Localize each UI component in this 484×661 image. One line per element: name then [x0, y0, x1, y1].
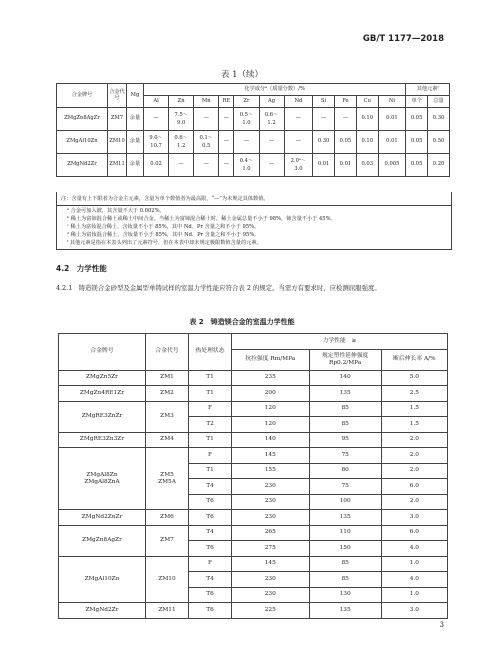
- cell: ZMgZn5Zr: [59, 370, 146, 386]
- cell: ZMgNd2Zr: [57, 154, 108, 177]
- cell: 2.5: [381, 386, 447, 402]
- table-row: [59, 401, 448, 417]
- cell: —: [219, 154, 234, 177]
- cell: 6.0: [381, 479, 447, 495]
- cell: T4: [189, 479, 232, 495]
- table-row: [57, 154, 450, 177]
- cell: 0.02: [144, 154, 169, 177]
- t2-header-grade: 合金牌号: [59, 334, 146, 371]
- cell: F: [189, 401, 232, 417]
- cell: T6: [189, 587, 232, 603]
- cell: 110: [309, 525, 381, 541]
- cell: ZMgAl8Zn ZMgAl8ZnA: [59, 448, 146, 510]
- cell: 1.0: [381, 556, 447, 572]
- cell: —: [169, 154, 194, 177]
- cell: 0.50: [428, 131, 450, 154]
- cell: 155: [232, 463, 310, 479]
- cell: —: [144, 108, 169, 131]
- cell: T4: [189, 525, 232, 541]
- cell: 余量: [127, 131, 144, 154]
- table-row: [57, 108, 450, 131]
- cell: 230: [232, 479, 310, 495]
- cell: 1.0: [381, 587, 447, 603]
- footnote: ᵇ 稀土为富铈混合稀土或稀土中间合金。当稀土为富铈混合稀土时，稀土金属总量不小于 98%，铈含量不小于 45%。: [67, 216, 336, 223]
- cell: ZMgAl10Zn: [59, 556, 146, 603]
- t1-header-composition: 化学成分ᵃ（质量分数）/%: [144, 84, 406, 96]
- table2-title: 表 2 铸造镁合金的室温力学性能: [189, 318, 295, 326]
- cell: 0.6～ 1.2: [259, 108, 284, 131]
- t1-header-el: RE: [219, 96, 234, 108]
- cell: 0.10: [356, 131, 378, 154]
- composition-table: [56, 83, 450, 177]
- t1-header-el: Fe: [335, 96, 357, 108]
- cell: 145: [232, 448, 310, 464]
- cell: 6.0: [381, 525, 447, 541]
- cell: ZMgZn8AgZr: [59, 525, 146, 556]
- footnote: ᶠ 其他元素是指在本表头列出了元素符号，但在本表中却未规定极限数值含量的元素。: [67, 240, 262, 247]
- cell: —: [284, 131, 313, 154]
- cell: 3.0: [381, 603, 447, 619]
- cell: 135: [309, 510, 381, 526]
- cell: 余量: [127, 108, 144, 131]
- cell: 135: [309, 603, 381, 619]
- cell: 75: [309, 479, 381, 495]
- cell: —: [194, 154, 219, 177]
- cell: ZM7: [108, 108, 127, 131]
- t2-header-code: 合金代号: [146, 334, 189, 371]
- page-number: 3: [439, 621, 444, 629]
- cell: —: [194, 108, 219, 131]
- cell: ZMgAl10Zn: [57, 131, 108, 154]
- mechanical-properties-table: [58, 333, 448, 619]
- cell: T1: [189, 463, 232, 479]
- cell: 120: [232, 417, 310, 433]
- t2-header-a: 断后伸长率 A/%: [381, 349, 447, 370]
- section-heading: 4.2 力学性能: [56, 264, 107, 273]
- cell: ZMgNd2ZnZr: [59, 510, 146, 526]
- t2-header-props: 力学性能 ≥: [232, 334, 448, 350]
- cell: 0.01: [313, 154, 335, 177]
- cell: 2.0: [381, 463, 447, 479]
- cell: 275: [232, 541, 310, 557]
- cell: 100: [309, 494, 381, 510]
- cell: —: [219, 108, 234, 131]
- cell: 0.01: [335, 154, 357, 177]
- cell: 2.0: [381, 432, 447, 448]
- cell: 150: [309, 541, 381, 557]
- section-paragraph: 4.2.1 铸造镁合金砂型及金属型单铸试样的室温力学性能应符合表 2 的规定。当需方有要求时，应检测屈服强度。: [56, 284, 381, 292]
- cell: 0.10: [356, 108, 378, 131]
- table-note: 注：含量有上下限者为合金主元素，含量为单个数值者为最高限，“—”为未规定具体数值。: [57, 195, 451, 206]
- t1-header-other: 其他元素ᶠ: [406, 84, 450, 96]
- t1-header-el: Cu: [356, 96, 378, 108]
- cell: 0.05: [406, 131, 428, 154]
- cell: 4.0: [381, 541, 447, 557]
- cell: 230: [232, 510, 310, 526]
- table-row: [59, 603, 448, 619]
- cell: ZMgNd2Zr: [59, 603, 146, 619]
- cell: 2.0ᵉ～ 3.0: [284, 154, 313, 177]
- cell: 0.30: [428, 108, 450, 131]
- cell: —: [259, 154, 284, 177]
- cell: 0.05: [406, 154, 428, 177]
- cell: 0.05: [406, 108, 428, 131]
- t1-header-el: Zr: [234, 96, 259, 108]
- cell: 2.0: [381, 448, 447, 464]
- footnote: ᵈ 稀土为富钕混合稀土，含钕量不小于 85%，其中 Nd、Pr 含量之和不小于 95%。: [67, 232, 260, 239]
- cell: 1.5: [381, 417, 447, 433]
- cell: 1.5: [381, 401, 447, 417]
- table1-title: 表 1（续）: [220, 70, 264, 80]
- cell: ZM10: [108, 131, 127, 154]
- cell: —: [313, 108, 335, 131]
- cell: F: [189, 448, 232, 464]
- table1-notes: [56, 192, 452, 250]
- cell: 3.0: [381, 510, 447, 526]
- cell: 2.0: [381, 494, 447, 510]
- cell: ZM1: [146, 370, 189, 386]
- cell: 85: [309, 572, 381, 588]
- t1-header-code: 合金代号: [108, 84, 127, 108]
- cell: —: [284, 108, 313, 131]
- cell: ZM10: [146, 556, 189, 603]
- footnote: ᵃ 合金可加入铍，其含量不大于 0.002%。: [67, 208, 165, 215]
- t2-header-heat: 热处理状态: [189, 334, 232, 371]
- cell: ZMgZn8AgZr: [57, 108, 108, 131]
- cell: 0.5～ 1.0: [234, 108, 259, 131]
- cell: 230: [232, 587, 310, 603]
- cell: ZMgRE3ZnZr: [59, 401, 146, 432]
- cell: 200: [232, 386, 310, 402]
- cell: 0.6～ 1.2: [169, 131, 194, 154]
- table-row: [57, 131, 450, 154]
- t1-header-el: Nd: [284, 96, 313, 108]
- cell: 235: [232, 370, 310, 386]
- cell: 85: [309, 556, 381, 572]
- cell: T2: [189, 417, 232, 433]
- cell: 0.20: [428, 154, 450, 177]
- cell: 230: [232, 572, 310, 588]
- cell: 0.01: [378, 108, 406, 131]
- cell: ZMgRE3Zn3Zr: [59, 432, 146, 448]
- cell: 265: [232, 525, 310, 541]
- cell: T6: [189, 603, 232, 619]
- cell: T6: [189, 494, 232, 510]
- cell: ZM3: [146, 401, 189, 432]
- cell: 225: [232, 603, 310, 619]
- cell: 145: [232, 556, 310, 572]
- cell: T4: [189, 572, 232, 588]
- cell: T1: [189, 432, 232, 448]
- cell: ZM6: [146, 510, 189, 526]
- cell: 85: [309, 417, 381, 433]
- cell: 0.03: [356, 154, 378, 177]
- cell: T1: [189, 386, 232, 402]
- t1-header-total: 总量: [428, 96, 450, 108]
- t1-header-single: 单个: [406, 96, 428, 108]
- table-row: [59, 556, 448, 572]
- t1-header-el: Al: [144, 96, 169, 108]
- cell: 140: [232, 432, 310, 448]
- table-row: [59, 525, 448, 541]
- cell: 4.0: [381, 572, 447, 588]
- t1-header-el: Si: [313, 96, 335, 108]
- cell: T6: [189, 510, 232, 526]
- cell: —: [259, 131, 284, 154]
- table-row: [59, 432, 448, 448]
- cell: 0.01: [378, 131, 406, 154]
- cell: ZM11: [146, 603, 189, 619]
- t1-header-el: Mn: [194, 96, 219, 108]
- cell: ZM2: [146, 386, 189, 402]
- cell: 120: [232, 401, 310, 417]
- table-row: [59, 370, 448, 386]
- cell: 75: [309, 448, 381, 464]
- cell: —: [335, 108, 357, 131]
- cell: ZM11: [108, 154, 127, 177]
- cell: T1: [189, 370, 232, 386]
- cell: 95: [309, 432, 381, 448]
- cell: ZM4: [146, 432, 189, 448]
- cell: 0.05: [335, 131, 357, 154]
- cell: 余量: [127, 154, 144, 177]
- cell: 0.005: [378, 154, 406, 177]
- cell: F: [189, 556, 232, 572]
- t1-header-mg: Mg: [127, 84, 144, 108]
- cell: 135: [309, 386, 381, 402]
- cell: ZM5 ZM5A: [146, 448, 189, 510]
- cell: 5.0: [381, 370, 447, 386]
- cell: 0.4～ 1.0: [234, 154, 259, 177]
- t2-header-rm: 抗拉强度 Rm/MPa: [232, 349, 310, 370]
- table-row: [59, 510, 448, 526]
- cell: 0.1～ 0.5: [194, 131, 219, 154]
- cell: 140: [309, 370, 381, 386]
- t1-header-el: Ni: [378, 96, 406, 108]
- t1-header-el: Ag: [259, 96, 284, 108]
- cell: 230: [232, 494, 310, 510]
- cell: 9.0～ 10.7: [144, 131, 169, 154]
- footnote: ᶜ 稀土为富钕混合稀土，含钕量不小于 85%，其中 Nd、Pr 含量之和不小于 95%。: [67, 224, 260, 231]
- cell: 130: [309, 587, 381, 603]
- cell: 80: [309, 463, 381, 479]
- cell: T6: [189, 541, 232, 557]
- cell: ZM7: [146, 525, 189, 556]
- cell: 0.30: [313, 131, 335, 154]
- t2-header-rp: 规定塑性延伸强度 Rp0.2/MPa: [309, 349, 381, 370]
- cell: —: [219, 131, 234, 154]
- cell: ZMgZn4RE1Zr: [59, 386, 146, 402]
- cell: 85: [309, 401, 381, 417]
- cell: 7.5～ 9.0: [169, 108, 194, 131]
- t1-header-grade: 合金牌号: [57, 84, 108, 108]
- table-row: [59, 386, 448, 402]
- t1-header-el: Zn: [169, 96, 194, 108]
- cell: —: [234, 131, 259, 154]
- table-row: [59, 448, 448, 464]
- standard-id: GB/T 1177—2018: [362, 34, 444, 44]
